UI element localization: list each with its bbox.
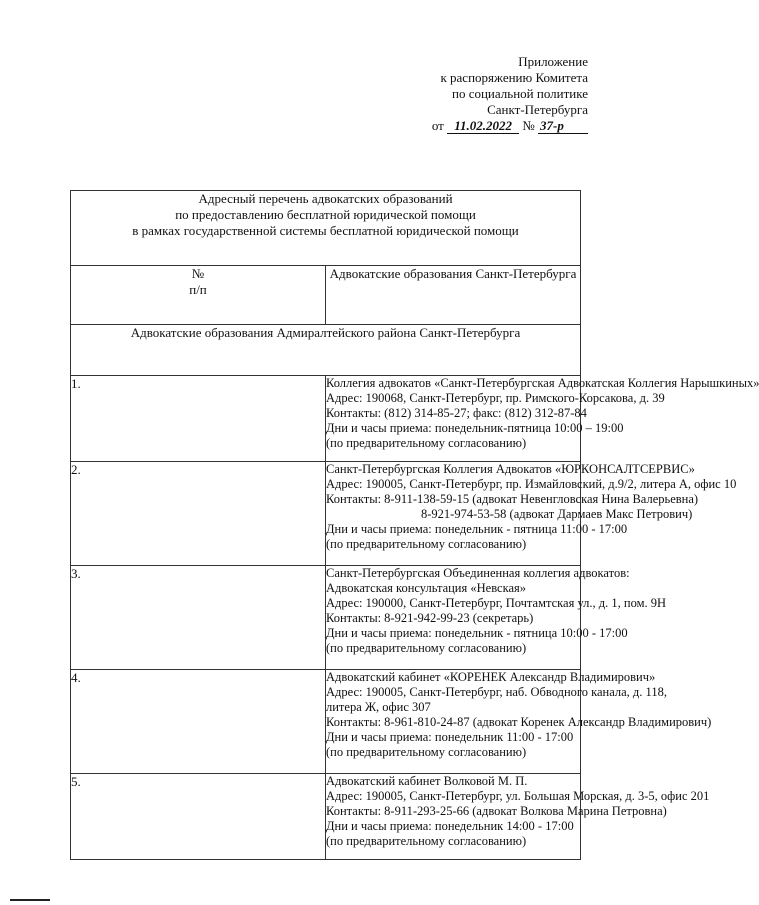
appendix-title: Приложение xyxy=(518,54,588,69)
entry-address: Адрес: 190005, Санкт-Петербург, пр. Измайловский, д.9/2, литера А, офис 10 xyxy=(326,477,737,491)
entry-contacts: Контакты: (812) 314-85-27; факс: (812) 312-87-84 xyxy=(326,406,587,420)
table-row xyxy=(71,566,581,670)
column-number-symbol: № xyxy=(191,266,205,281)
entry-title: Санкт-Петербургская Объединенная коллегия адвокатов: xyxy=(326,566,630,580)
entry-title: Санкт-Петербургская Коллегия Адвокатов «ЮРКОНСАЛТСЕРВИС» xyxy=(326,462,695,476)
appendix-line: по социальной политике xyxy=(452,86,588,101)
entry-hours: Дни и часы приема: понедельник - пятница 10:00 - 17:00 xyxy=(326,626,628,640)
entry-contacts: Контакты: 8-911-138-59-15 (адвокат Невенгловская Нина Валерьевна) xyxy=(326,492,699,506)
entry-hours: Дни и часы приема: понедельник 14:00 - 17:00 xyxy=(326,819,574,833)
entry-address: Адрес: 190068, Санкт-Петербург, пр. Римского-Корсакова, д. 39 xyxy=(326,391,665,405)
district-heading: Адвокатские образования Адмиралтейского района Санкт-Петербурга xyxy=(71,325,581,376)
appendix-line: к распоряжению Комитета xyxy=(440,70,588,85)
entry-contacts: Контакты: 8-961-810-24-87 (адвокат Коренек Александр Владимирович) xyxy=(326,715,712,729)
entry-hours: Дни и часы приема: понедельник 11:00 - 17:00 xyxy=(326,730,574,744)
number-label: № xyxy=(522,118,535,133)
column-number-header xyxy=(71,266,326,325)
entry-title: Адвокатский кабинет «КОРЕНЕК Александр Владимирович» xyxy=(326,670,656,684)
table-header-row xyxy=(71,191,581,266)
column-header-row xyxy=(71,266,581,325)
entry-title: Адвокатский кабинет Волковой М. П. xyxy=(326,774,528,788)
table-row xyxy=(71,376,581,462)
entry-subtitle: Адвокатская консультация «Невская» xyxy=(326,581,527,595)
entry-address: Адрес: 190005, Санкт-Петербург, ул. Большая Морская, д. 3-5, офис 201 xyxy=(326,789,710,803)
entry-contacts: Контакты: 8-921-942-99-23 (секретарь) xyxy=(326,611,534,625)
entry-hours: Дни и часы приема: понедельник-пятница 10:00 – 19:00 xyxy=(326,421,624,435)
appendix-block xyxy=(432,54,588,134)
row-number: 2. xyxy=(71,462,326,566)
appendix-line: Санкт-Петербурга xyxy=(487,102,588,117)
order-date: 11.02.2022 xyxy=(447,119,519,134)
column-title-header: Адвокатские образования Санкт-Петербурга xyxy=(326,266,581,325)
entry-note: (по предварительному согласованию) xyxy=(326,436,527,450)
table-row xyxy=(71,774,581,860)
entry-details xyxy=(326,462,737,566)
heading-line: по предоставлению бесплатной юридической помощи xyxy=(175,207,476,222)
district-row xyxy=(71,325,581,376)
page-edge-mark xyxy=(10,899,50,901)
entry-hours: Дни и часы приема: понедельник - пятница 11:00 - 17:00 xyxy=(326,522,628,536)
entry-address-cont: литера Ж, офис 307 xyxy=(326,700,431,714)
row-number: 1. xyxy=(71,376,326,462)
column-number-abbr: п/п xyxy=(189,282,207,297)
entry-note: (по предварительному согласованию) xyxy=(326,834,527,848)
table-heading xyxy=(71,191,581,266)
from-label: от xyxy=(431,118,444,133)
row-number: 4. xyxy=(71,670,326,774)
entry-note: (по предварительному согласованию) xyxy=(326,745,527,759)
table-row xyxy=(71,462,581,566)
order-number: 37-р xyxy=(538,119,588,134)
entry-contacts-extra: 8-921-974-53-58 (адвокат Дармаев Макс Петрович) xyxy=(421,507,693,521)
entry-address: Адрес: 190000, Санкт-Петербург, Почтамтская ул., д. 1, пом. 9Н xyxy=(326,596,667,610)
order-reference xyxy=(432,118,588,134)
entry-details xyxy=(326,566,667,670)
entry-contacts: Контакты: 8-911-293-25-66 (адвокат Волкова Марина Петровна) xyxy=(326,804,667,818)
heading-line: Адресный перечень адвокатских образований xyxy=(198,191,453,206)
entry-details xyxy=(326,774,710,860)
table-row xyxy=(71,670,581,774)
entry-address: Адрес: 190005, Санкт-Петербург, наб. Обводного канала, д. 118, xyxy=(326,685,667,699)
advocates-table xyxy=(70,190,759,860)
entry-details xyxy=(326,376,759,462)
entry-title: Коллегия адвокатов «Санкт-Петербургская Адвокатская Коллегия Нарышкиных» xyxy=(326,376,759,390)
row-number: 3. xyxy=(71,566,326,670)
entry-details xyxy=(326,670,712,774)
entry-note: (по предварительному согласованию) xyxy=(326,641,527,655)
row-number: 5. xyxy=(71,774,326,860)
entry-note: (по предварительному согласованию) xyxy=(326,537,527,551)
heading-line: в рамках государственной системы бесплатной юридической помощи xyxy=(132,223,519,238)
